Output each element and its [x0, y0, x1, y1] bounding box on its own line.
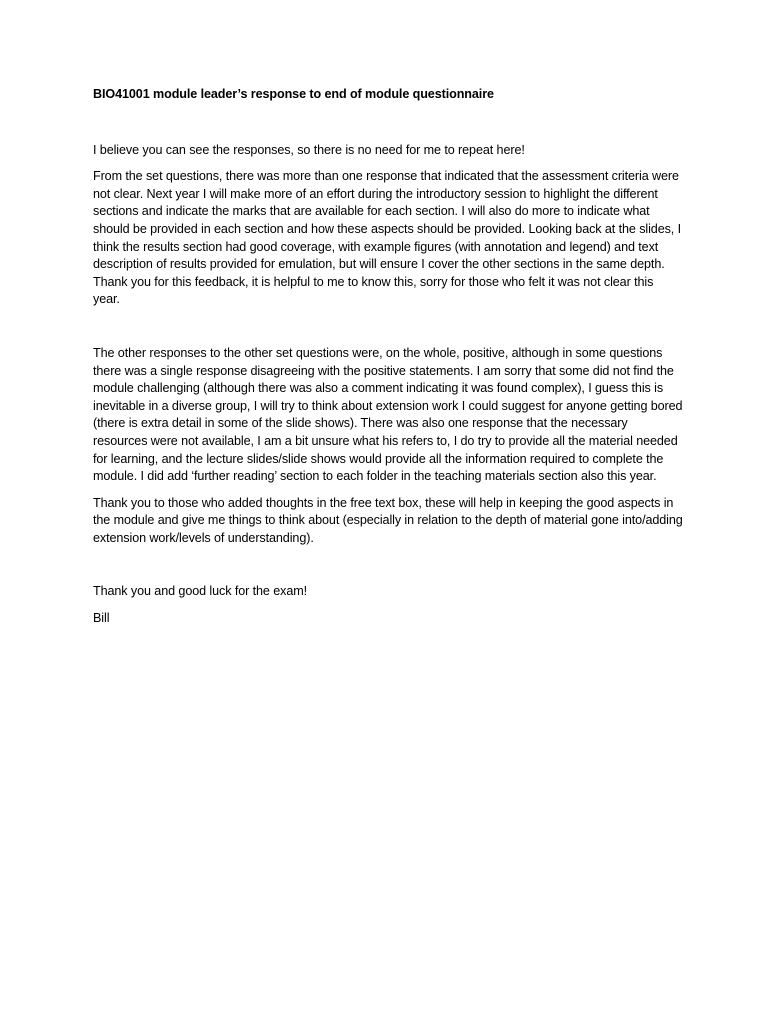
paragraph-assessment-criteria: From the set questions, there was more than one response that indicated that the assessment criteria were not clear. Next year I will make more of an effort during the introductory session to highlight the different sections and indicate the marks that are available for each section. I will also do more to indicate what should be provided in each section and how these aspects should be provided. Looking back at the slides, I think the results section had good coverage, with example figures (with annotation and legend) and text description of results provided for emulation, but will ensure I cover the other sections in the same depth. Thank you for this feedback, it is helpful to me to know this, sorry for those who felt it was not clear this year. [93, 169, 681, 307]
document-page [93, 86, 683, 637]
paragraph-free-text-thanks: Thank you to those who added thoughts in the free text box, these will help in keeping the good aspects in the module and give me things to think about (especially in relation to the depth of material gone into/adding extension work/levels of understanding). [93, 495, 683, 545]
paragraph-closing: Thank you and good luck for the exam! [93, 584, 308, 599]
paragraph-intro: I believe you can see the responses, so there is no need for me to repeat here! [93, 142, 525, 157]
paragraph-other-responses: The other responses to the other set questions were, on the whole, positive, although in some questions there was a single response disagreeing with the positive statements. I am sorry that some did not find the module challenging (although there was also a comment indicating it was found complex), I guess this is inevitable in a diverse group, I will try to think about extension work I could suggest for anyone getting bored (there is extra detail in some of the slide shows). There was also one response that the necessary resources were not available, I am a bit unsure what his refers to, I do try to provide all the material needed for learning, and the lecture slides/slide shows would provide all the information required to complete the module. I did add ‘further reading’ section to each folder in the teaching materials section also this year. [93, 345, 683, 484]
document-title: BIO41001 module leader’s response to end of module questionnaire [93, 87, 494, 101]
signature-name: Bill [93, 611, 110, 626]
